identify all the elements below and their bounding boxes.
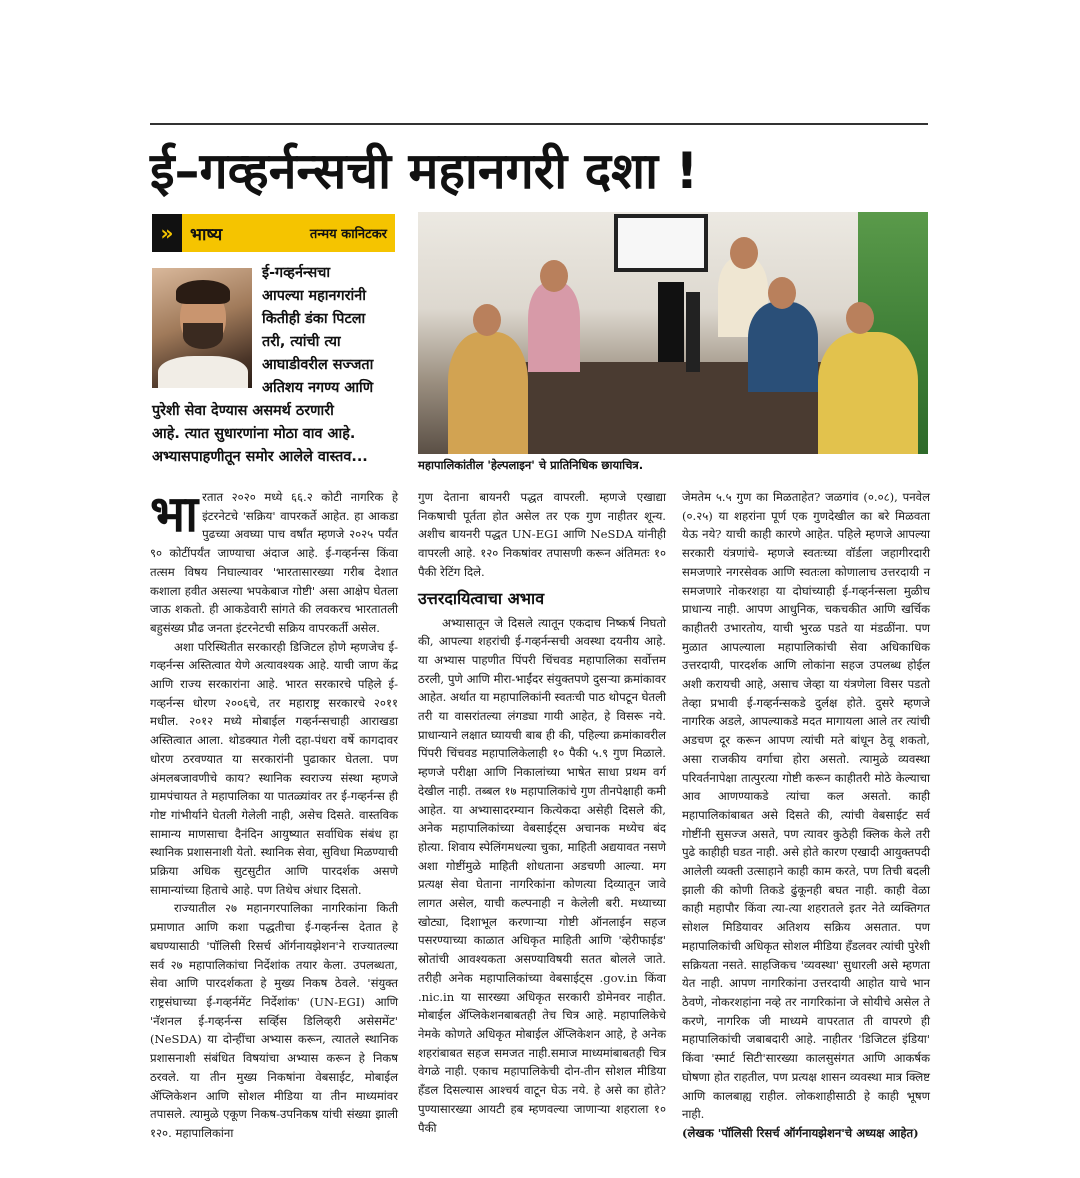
paragraph: राज्यातील २७ महानगरपालिका नागरिकांना किती प्रमाणात आणि कशा पद्धतीचा ई-गव्हर्नन्स देतात हे बघण्यासाठी 'पॉलिसी रिसर्च ऑर्गनायझेशन'ने राज्यातल्या सर्व २७ महापालिकांचा निर्देशांक तयार केला. उपलब्धता, सेवा आणि पारदर्शकता हे मुख्य निकष ठेवले. 'संयुक्त राष्ट्रसंघाच्या ई-गव्हर्नमेंट निर्देशांक' (UN-EGI) आणि 'नॅशनल ई-गव्हर्नन्स सर्व्हिस डिलिव्हरी असेसमेंट' (NeSDA) या दोन्हींचा अभ्यास करून, त्यातले स्थानिक प्रशासनाशी संबंधित विषयांचा अभ्यास करून हे निकष ठरवले. या तीन मुख्य निकषांना वेबसाईट, मोबाईल ॲप्लिकेशन आणि सोशल मीडिया या तीन माध्यमांवर तपासले. त्यामुळे एकूण निकष-उपनिकष यांची संख्या झाली १२०. महापालिकांना — [150, 901, 398, 1140]
subheading: उत्तरदायित्वाचा अभाव — [418, 588, 545, 608]
dropcap: भा — [150, 485, 199, 543]
intro-line: अतिशय नगण्य आणि — [262, 380, 374, 396]
column-3 — [682, 488, 930, 1143]
photo-caption: महापालिकांतील 'हेल्पलाइन' चे प्रातिनिधिक छायाचित्र. — [418, 458, 644, 472]
helpline-photo — [418, 212, 928, 454]
paragraph: गुण देताना बायनरी पद्धत वापरली. म्हणजे एखाद्या निकषाची पूर्तता होत असेल तर एक गुण नाहीतर शून्य. अशीच बायनरी पद्धत UN-EGI आणि NeSDA यांनीही वापरली आहे. १२० निकषांवर तपासणी करून अंतिमतः १० पैकी रेटिंग दिले. — [418, 490, 666, 579]
intro-line: आघाडीवरील सज्जता — [262, 357, 374, 373]
column-2 — [418, 488, 666, 1137]
paragraph: अशा परिस्थितीत सरकारही डिजिटल होणे म्हणजेच ई-गव्हर्नन्स अस्तित्वात येणे अत्यावश्यक आहे. याची जाण केंद्र आणि राज्य सरकारांना आहे. भारत सरकारचे पहिले ई-गव्हर्नन्स धोरण २००६चे, तर महाराष्ट्र सरकारचे २०११ मधील. २०१२ मध्ये मोबाईल गव्हर्नन्सचाही आराखडा अस्तित्वात आला. थोडक्यात गेली दहा-पंधरा वर्षे कागदावर धोरण ठरवण्यात या सरकारांनी पुढाकार घेतला. पण अंमलबजावणीचे काय? स्थानिक स्वराज्य संस्था म्हणजे ग्रामपंचायत ते महापालिका या पातळ्यांवर तर ई-गव्हर्नन्स ही गोष्ट गांभीर्याने घेतली गेलेली नाही, असेच दिसते. वास्तविक सामान्य माणसाचा दैनंदिन आयुष्यात सर्वाधिक संबंध हा स्थानिक प्रशासनाशी येतो. स्थानिक सेवा, सुविधा मिळण्याची प्रक्रिया अधिक सुटसुटीत आणि पारदर्शक असणे सामान्यांच्या हिताचे आहे. पण तिथेच अंधार दिसतो. — [150, 639, 398, 897]
column-1 — [150, 485, 398, 1143]
intro-text — [152, 262, 402, 469]
section-tag — [152, 214, 395, 252]
intro-line: आहे. त्यात सुधारणांना मोठा वाव आहे. — [152, 426, 356, 442]
paragraph: जेमतेम ५.५ गुण का मिळताहेत? जळगांव (०.०८), पनवेल (०.२५) या शहरांना पूर्ण एक गुणदेखील का बरे मिळवता येऊ नये? याची काही कारणे आहेत. पहिले म्हणजे आपल्या सरकारी यंत्रणांचे- म्हणजे स्वतःच्या वॉर्डला जहागीरदारी समजणारे नगरसेवक आणि स्वतःला कोणालाच उत्तरदायी न समजणारे नोकरशहा या दोघांच्याही ई-गव्हर्नन्सला मुळीच प्राधान्य नाही. आपण आधुनिक, चकचकीत आणि खर्चिक काहीतरी उभारतोय, याची भुरळ पडते या मंडळींना. पण मुळात आपल्याला महापालिकांची सेवा अधिकाधिक उत्तरदायी, पारदर्शक आणि लोकांना सहज उपलब्ध होईल अशी करायची आहे, असाच जेव्हा या यंत्रणेला विसर पडतो तेव्हा प्रभावी ई-गव्हर्नन्सकडे दुर्लक्ष होते. दुसरे म्हणजे नागरिक अडले, आपल्याकडे मदत मागायला आले तर त्यांची अडचण दूर करून आपण त्यांची मते बांधून ठेवू शकतो, असा राजकीय वर्गाचा होरा असतो. त्यामुळे व्यवस्था परिवर्तनापेक्षा तात्पुरत्या गोष्टी करून काहीतरी मोठे केल्याचा आव आणण्याकडे त्यांचा कल असतो. काही महापालिकांबाबत असे दिसते की, त्यांची वेबसाईट सर्व गोष्टींनी सुसज्ज असते, पण त्यावर कुठेही क्लिक केले तरी पुढे काहीही घडत नाही. असे होते कारण एखादी आयुक्तपदी आलेली व्यक्ती उत्साहाने काही काम करते, पण तिची बदली झाली की कोणी तिकडे ढुंकूनही बघत नाही. काही वेळा काही महापौर किंवा त्या-त्या शहरातले इतर नेते व्यक्तिगत सोशल मिडियावर अतिशय सक्रिय असतात. पण महापालिकांची अधिकृत सोशल मीडिया हँडलवर त्यांची पुरेशी सक्रियता नसते. साहजिकच 'व्यवस्था' सुधारली असे म्हणता येत नाही. आपण नागरिकांना उत्तरदायी आहोत याचे भान ठेवणे, नोकरशहांना नव्हे तर नागरिकांना जे सोयीचे असेल ते करणे, नागरिक जी माध्यमे वापरतात ती वापरणे ही महापालिकांची जबाबदारी आहे. नाहीतर 'डिजिटल इंडिया' किंवा 'स्मार्ट सिटी'सारख्या कालसुसंगत आणि आकर्षक घोषणा होत राहतील, पण प्रत्यक्ष शासन व्यवस्था मात्र क्लिष्ट आणि कालबाह्य राहील. लोकशाहीसाठी हे काही भूषण नाही. — [682, 490, 930, 1122]
intro-line: आपल्या महानगरांनी — [262, 288, 366, 304]
intro-line: ई-गव्हर्नन्सचा — [262, 265, 331, 281]
section-label: भाष्य — [190, 224, 223, 245]
intro-line: अभ्यासपाहणीतून समोर आलेले वास्तव... — [152, 449, 368, 465]
intro-line: कितीही डंका पिटला — [262, 311, 366, 327]
intro-line: तरी, त्यांची त्या — [262, 334, 341, 350]
top-rule — [150, 123, 928, 125]
paragraph: रतात २०२० मध्ये ६६.२ कोटी नागरिक हे इंटरनेटचे 'सक्रिय' वापरकर्ते आहेत. हा आकडा पुढच्या अवघ्या पाच वर्षांत म्हणजे २०२५ पर्यंत ९० कोटींपर्यंत जाण्याचा अंदाज आहे. ई-गव्हर्नन्स किंवा तत्सम विषय निघाल्यावर 'भारतासारख्या गरीब देशात कशाला हवीत असल्या भपकेबाज गोष्टी' असा आक्षेप घेतला जाऊ शकतो. ही आकडेवारी सांगते की लवकरच भारतातली बहुसंख्य प्रौढ जनता इंटरनेटची सक्रिय वापरकर्ती असेल. — [150, 490, 398, 635]
author-name: तन्मय कानिटकर — [309, 227, 387, 242]
author-note: (लेखक 'पॉलिसी रिसर्च ऑर्गनायझेशन'चे अध्यक्ष आहेत) — [682, 1125, 919, 1140]
intro-line: पुरेशी सेवा देण्यास असमर्थ ठरणारी — [152, 403, 334, 419]
chevron-right-icon: » — [152, 214, 182, 252]
headline: ई–गव्हर्नन्सची महानगरी दशा ! — [150, 142, 699, 200]
paragraph: अभ्यासातून जे दिसले त्यातून एकदाच निष्कर्ष निघतो की, आपल्या शहरांची ई-गव्हर्नन्सची अवस्था दयनीय आहे. या अभ्यास पाहणीत पिंपरी चिंचवड महापालिका सर्वोत्तम ठरली, पुणे आणि मीरा-भाईंदर संयुक्तपणे दुसऱ्या क्रमांकावर आहेत. अर्थात या महापालिकांनी स्वतःची पाठ थोपटून घेतली तरी या वासरांतल्या लंगड्या गायी आहेत, हे विसरू नये. प्राधान्याने लक्षात घ्यायची बाब ही की, पहिल्या क्रमांकावरील पिंपरी चिंचवड महापालिकेलाही १० पैकी ५.९ गुण मिळाले. म्हणजे परीक्षा आणि निकालांच्या भाषेत साधा प्रथम वर्ग देखील नाही. तब्बल १७ महापालिकांचे गुण तीनपेक्षाही कमी आहेत. या अभ्यासादरम्यान कित्येकदा असेही दिसले की, अनेक महापालिकांच्या वेबसाईट्स अचानक मध्येच बंद होत्या. शिवाय स्पेलिंगमधल्या चुका, माहिती अद्ययावत नसणे अशा गोष्टींमुळे माहिती शोधताना अडचणी आल्या. मग प्रत्यक्ष सेवा घेताना नागरिकांना कोणत्या दिव्यातून जावे लागत असेल, याची कल्पनाही न केलेली बरी. मध्याच्या खोट्या, दिशाभूल करणाऱ्या गोष्टी ऑनलाईन सहज पसरण्याच्या काळात अधिकृत माहिती आणि 'व्हेरीफाईड' स्रोतांची आवश्यकता असण्याविषयी सतत बोलले जाते. तरीही अनेक महापालिकांच्या वेबसाईट्स .gov.in किंवा .nic.in या सारख्या अधिकृत सरकारी डोमेनवर नाहीत. मोबाईल ॲप्लिकेशनबाबतही तेच चित्र आहे. महापालिकेचे नेमके कोणते अधिकृत मोबाईल ॲप्लिकेशन आहे, हे अनेक शहरांबाबत सहज समजत नाही.समाज माध्यमांबाबतही चित्र वेगळे नाही. एकाच महापालिकेची दोन-तीन सोशल मीडिया हँडल दिसल्यास आश्चर्य वाटून घेऊ नये. हे असे का होते? पुण्यासारख्या आयटी हब म्हणवल्या जाणाऱ्या शहराला १० पैकी — [418, 615, 666, 1135]
